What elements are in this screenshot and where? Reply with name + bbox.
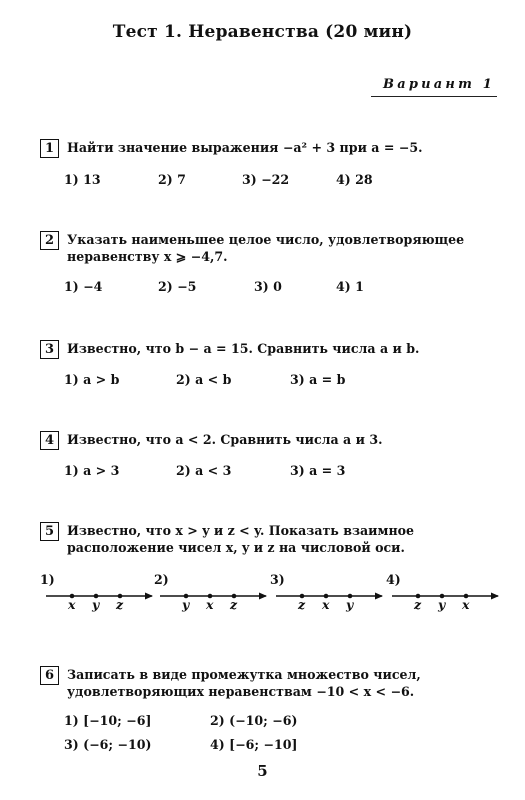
axis-option-label: 4) bbox=[386, 572, 401, 587]
option-1[interactable]: 1) −4 bbox=[64, 279, 103, 294]
variant-label: Вариант 1 bbox=[383, 77, 495, 92]
option-4[interactable]: 4) [−6; −10] bbox=[210, 737, 298, 752]
question-text: Известно, что x > y и z < y. Показать взаимное расположение чисел x, y и z на числовой оси. bbox=[67, 523, 415, 555]
axis-option-label: 2) bbox=[154, 572, 169, 587]
axis-point-label: x bbox=[322, 597, 330, 612]
option-3[interactable]: 3) a = 3 bbox=[290, 463, 346, 478]
number-line bbox=[46, 589, 162, 603]
question-text: Известно, что b − a = 15. Сравнить числа a и b. bbox=[67, 341, 420, 356]
axis-point-label: z bbox=[298, 597, 306, 612]
option-2[interactable]: 2) a < b bbox=[176, 372, 232, 387]
option-2[interactable]: 2) a < 3 bbox=[176, 463, 232, 478]
question-text: Указать наименьшее целое число, удовлетворяющее неравенству x ⩾ −4,7. bbox=[67, 232, 465, 264]
axis-point-label: y bbox=[346, 597, 354, 612]
option-3[interactable]: 3) −22 bbox=[242, 172, 290, 187]
option-1[interactable]: 1) a > b bbox=[64, 372, 120, 387]
option-1[interactable]: 1) [−10; −6] bbox=[64, 713, 152, 728]
axis-point-label: z bbox=[116, 597, 124, 612]
axis-arrow-icon bbox=[145, 593, 153, 600]
question-number: 1 bbox=[40, 139, 59, 158]
question-text: Известно, что a < 2. Сравнить числа a и 3. bbox=[67, 432, 383, 447]
axis-arrow-icon bbox=[375, 593, 383, 600]
question-number: 2 bbox=[40, 231, 59, 250]
axis-arrow-icon bbox=[491, 593, 499, 600]
axis-point-label: x bbox=[206, 597, 214, 612]
option-2[interactable]: 2) −5 bbox=[158, 279, 197, 294]
option-3[interactable]: 3) a = b bbox=[290, 372, 346, 387]
axis-option-label: 1) bbox=[40, 572, 55, 587]
axis-point-label: y bbox=[92, 597, 100, 612]
variant-underline bbox=[371, 96, 497, 97]
question-number: 5 bbox=[40, 522, 59, 541]
option-3[interactable]: 3) 0 bbox=[254, 279, 282, 294]
question-text: Найти значение выражения −a² + 3 при a = −5. bbox=[67, 140, 423, 155]
option-4[interactable]: 4) 28 bbox=[336, 172, 373, 187]
axis-point-label: x bbox=[68, 597, 76, 612]
option-1[interactable]: 1) a > 3 bbox=[64, 463, 120, 478]
question-number: 3 bbox=[40, 340, 59, 359]
question-number: 6 bbox=[40, 666, 59, 685]
axis-point-label: y bbox=[182, 597, 190, 612]
question-number: 4 bbox=[40, 431, 59, 450]
number-line bbox=[160, 589, 276, 603]
question-text: Записать в виде промежутка множество чисел, удовлетворяющих неравенствам −10 < x < −6. bbox=[67, 667, 421, 699]
axis-point-label: z bbox=[414, 597, 422, 612]
option-2[interactable]: 2) 7 bbox=[158, 172, 186, 187]
axis-option-label: 3) bbox=[270, 572, 285, 587]
axis-point-label: z bbox=[230, 597, 238, 612]
page-title: Тест 1. Неравенства (20 мин) bbox=[112, 22, 413, 42]
option-1[interactable]: 1) 13 bbox=[64, 172, 101, 187]
number-line bbox=[276, 589, 392, 603]
option-2[interactable]: 2) (−10; −6) bbox=[210, 713, 298, 728]
axis-point-label: y bbox=[438, 597, 446, 612]
option-3[interactable]: 3) (−6; −10) bbox=[64, 737, 152, 752]
number-line bbox=[392, 589, 508, 603]
axis-arrow-icon bbox=[259, 593, 267, 600]
axis-point-label: x bbox=[462, 597, 470, 612]
option-4[interactable]: 4) 1 bbox=[336, 279, 364, 294]
page-number: 5 bbox=[257, 762, 268, 780]
